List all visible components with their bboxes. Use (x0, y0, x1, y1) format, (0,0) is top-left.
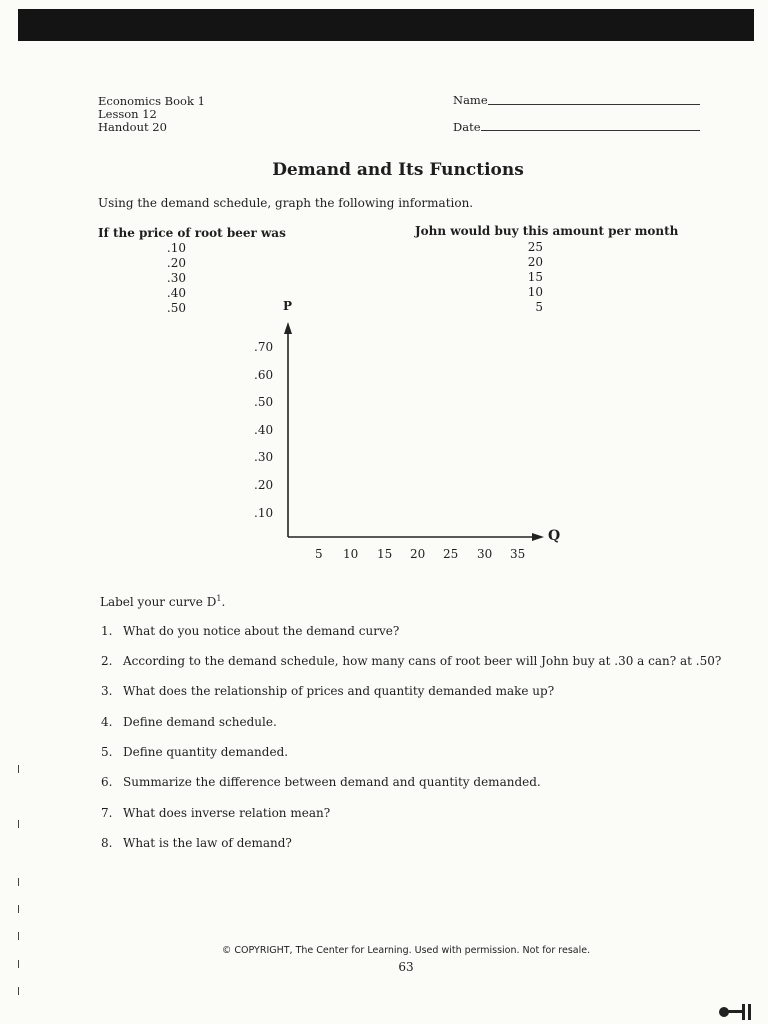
x-tick-label: 35 (510, 547, 526, 561)
question-item: 4. Define demand schedule. (101, 715, 277, 729)
scan-mark (18, 905, 19, 913)
publisher-logo-icon (712, 1000, 756, 1022)
y-tick-label: .30 (254, 450, 274, 464)
question-item: 2. According to the demand schedule, how many cans of root beer will John buy at .30 a can? at .50? (101, 654, 722, 668)
y-tick-label: .60 (254, 368, 274, 382)
y-axis-arrow (284, 322, 292, 334)
price-value: .40 (166, 286, 186, 300)
name-label: Name (453, 93, 488, 107)
x-axis-arrow (532, 533, 544, 541)
x-tick-label: 20 (410, 547, 426, 561)
y-tick-label: .40 (254, 423, 274, 437)
x-tick-label: 30 (477, 547, 493, 561)
y-tick-label: .20 (254, 478, 274, 492)
question-item: 1. What do you notice about the demand curve? (101, 624, 400, 638)
x-tick-label: 25 (443, 547, 459, 561)
y-tick-label: .10 (254, 506, 274, 520)
price-value: .10 (166, 241, 186, 255)
question-item: 6. Summarize the difference between demand and quantity demanded. (101, 775, 541, 789)
x-tick-label: 5 (315, 547, 323, 561)
page-number: 63 (398, 960, 414, 974)
price-column-header: If the price of root beer was (98, 226, 286, 240)
x-tick-label: 15 (377, 547, 393, 561)
quantity-value: 25 (527, 240, 543, 254)
quantity-value: 15 (527, 270, 543, 284)
scan-mark (18, 932, 19, 940)
question-item: 7. What does inverse relation mean? (101, 806, 331, 820)
date-label: Date (453, 120, 481, 134)
price-value: .20 (166, 256, 186, 270)
y-tick-label: .50 (254, 395, 274, 409)
header-lesson: Lesson 12 (98, 107, 157, 121)
quantity-value: 20 (527, 255, 543, 269)
copyright-notice: © COPYRIGHT, The Center for Learning. Used with permission. Not for resale. (221, 945, 591, 956)
scan-mark (18, 987, 19, 995)
instruction-text: Using the demand schedule, graph the following information. (98, 196, 474, 210)
scan-mark (18, 820, 19, 828)
y-tick-label: .70 (254, 340, 274, 354)
page-title: Demand and Its Functions (272, 160, 524, 180)
price-value: .50 (166, 301, 186, 315)
x-tick-label: 10 (343, 547, 359, 561)
quantity-value: 10 (527, 285, 543, 299)
y-axis-label: P (283, 299, 293, 313)
header-handout: Handout 20 (98, 120, 167, 134)
label-curve-instruction: Label your curve $D^1$. (100, 594, 226, 609)
x-axis-label: Q (548, 528, 561, 544)
scan-mark (18, 765, 19, 773)
price-value: .30 (166, 271, 186, 285)
scan-mark (18, 878, 19, 886)
question-item: 5. Define quantity demanded. (101, 745, 289, 759)
quantity-value: 5 (535, 300, 543, 314)
question-item: 8. What is the law of demand? (101, 836, 292, 850)
quantity-column-header: John would buy this amount per month (415, 224, 679, 238)
scan-mark (18, 960, 19, 968)
question-item: 3. What does the relationship of prices and quantity demanded make up? (101, 684, 555, 698)
header-book: Economics Book 1 (98, 94, 205, 108)
